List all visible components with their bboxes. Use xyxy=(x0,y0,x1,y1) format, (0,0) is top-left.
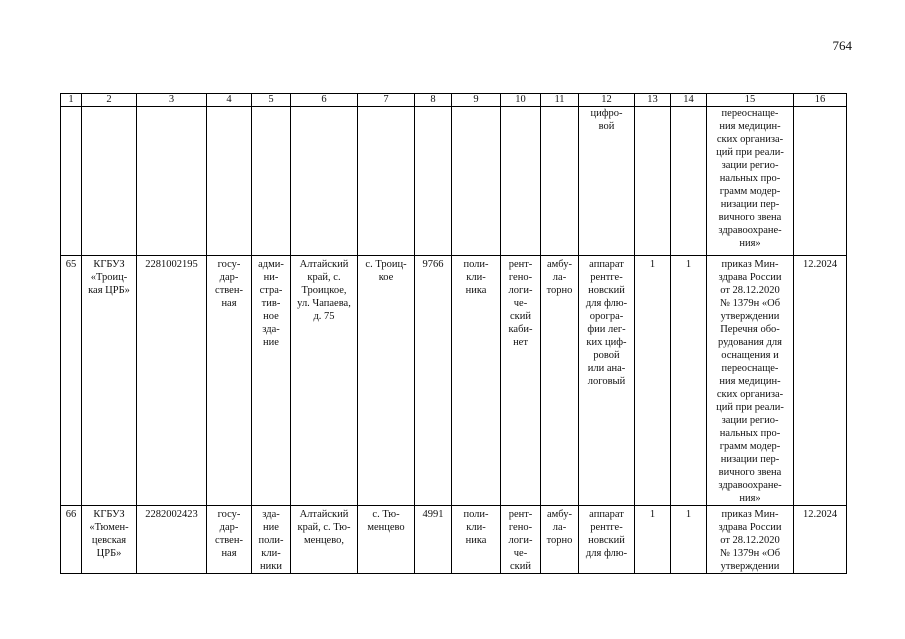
table-cell xyxy=(635,107,671,256)
inn-code: 2281002195 xyxy=(137,256,207,506)
facility-type: поли- кли- ника xyxy=(452,256,501,506)
equipment-table xyxy=(60,93,847,574)
table-row xyxy=(61,506,847,574)
inn-code: 2282002423 xyxy=(137,506,207,574)
ownership-type: госу- дар- ствен- ная xyxy=(207,256,252,506)
header-cell: 1 xyxy=(61,94,82,107)
equipment-text: цифро- вой xyxy=(590,108,623,132)
quantity: 1 xyxy=(635,506,671,574)
address: Алтайский край, с. Тю- менцево, xyxy=(291,506,358,574)
table-cell xyxy=(579,107,635,256)
settlement: с. Тю- менцево xyxy=(358,506,415,574)
quantity: 1 xyxy=(635,256,671,506)
header-cell: 12 xyxy=(579,94,635,107)
deadline: 12.2024 xyxy=(794,256,847,506)
care-conditions: амбу- ла- торно xyxy=(541,506,579,574)
table-row xyxy=(61,256,847,506)
header-cell: 6 xyxy=(291,94,358,107)
header-cell: 9 xyxy=(452,94,501,107)
table-cell xyxy=(358,107,415,256)
building-type: зда- ние поли- кли- ники xyxy=(252,506,291,574)
department: рент- гено- логи- че- ский каби- нет xyxy=(501,256,541,506)
department: рент- гено- логи- че- ский xyxy=(501,506,541,574)
header-cell: 15 xyxy=(707,94,794,107)
building-type: адми- ни- стра- тив- ное зда- ние xyxy=(252,256,291,506)
header-cell: 14 xyxy=(671,94,707,107)
table-row-continuation xyxy=(61,107,847,256)
table-cell xyxy=(207,107,252,256)
legal-basis-text: переоснаще- ния медицин- ских организа- ций при реали- зации регио- нальных про- грамм модер- низации пер- вичного звена здравоохране- ния» xyxy=(716,108,784,249)
table-header-row xyxy=(61,94,847,107)
equipment: аппарат рентге- новский для флю- орогра- фии лег- ких циф- ровой или ана- логовый xyxy=(579,256,635,506)
deadline: 12.2024 xyxy=(794,506,847,574)
table-cell xyxy=(291,107,358,256)
table-cell xyxy=(137,107,207,256)
population: 4991 xyxy=(415,506,452,574)
header-cell: 2 xyxy=(82,94,137,107)
header-cell: 10 xyxy=(501,94,541,107)
header-cell: 3 xyxy=(137,94,207,107)
row-number: 65 xyxy=(61,256,82,506)
organization-name: КГБУЗ «Троиц- кая ЦРБ» xyxy=(82,256,137,506)
address: Алтайский край, с. Троицкое, ул. Чапаева, д. 75 xyxy=(291,256,358,506)
page-number: 764 xyxy=(832,38,852,53)
table-cell xyxy=(671,107,707,256)
header-cell: 8 xyxy=(415,94,452,107)
table-cell xyxy=(415,107,452,256)
care-conditions: амбу- ла- торно xyxy=(541,256,579,506)
header-cell: 5 xyxy=(252,94,291,107)
legal-basis: приказ Мин- здрава России от 28.12.2020 № 1379н «Об утверждении xyxy=(707,506,794,574)
table-cell xyxy=(541,107,579,256)
header-cell: 16 xyxy=(794,94,847,107)
settlement: с. Троиц- кое xyxy=(358,256,415,506)
organization-name: КГБУЗ «Тюмен- цевская ЦРБ» xyxy=(82,506,137,574)
header-cell: 13 xyxy=(635,94,671,107)
table-cell xyxy=(82,107,137,256)
population: 9766 xyxy=(415,256,452,506)
equipment: аппарат рентге- новский для флю- xyxy=(579,506,635,574)
table-cell xyxy=(794,107,847,256)
header-cell: 11 xyxy=(541,94,579,107)
legal-basis: приказ Мин- здрава России от 28.12.2020 № 1379н «Об утверждении Перечня обо- рудования для оснащения и переоснаще- ния медицин- ских организа- ций при реали- зации регио- нальных про- грамм модер- низации пер- вичного звена здравоохране- ния» xyxy=(707,256,794,506)
header-cell: 7 xyxy=(358,94,415,107)
ownership-type: госу- дар- ствен- ная xyxy=(207,506,252,574)
table-cell xyxy=(252,107,291,256)
quantity-planned: 1 xyxy=(671,256,707,506)
table-cell xyxy=(707,107,794,256)
row-number: 66 xyxy=(61,506,82,574)
facility-type: поли- кли- ника xyxy=(452,506,501,574)
table-cell xyxy=(452,107,501,256)
table-cell xyxy=(61,107,82,256)
table-cell xyxy=(501,107,541,256)
header-cell: 4 xyxy=(207,94,252,107)
quantity-planned: 1 xyxy=(671,506,707,574)
